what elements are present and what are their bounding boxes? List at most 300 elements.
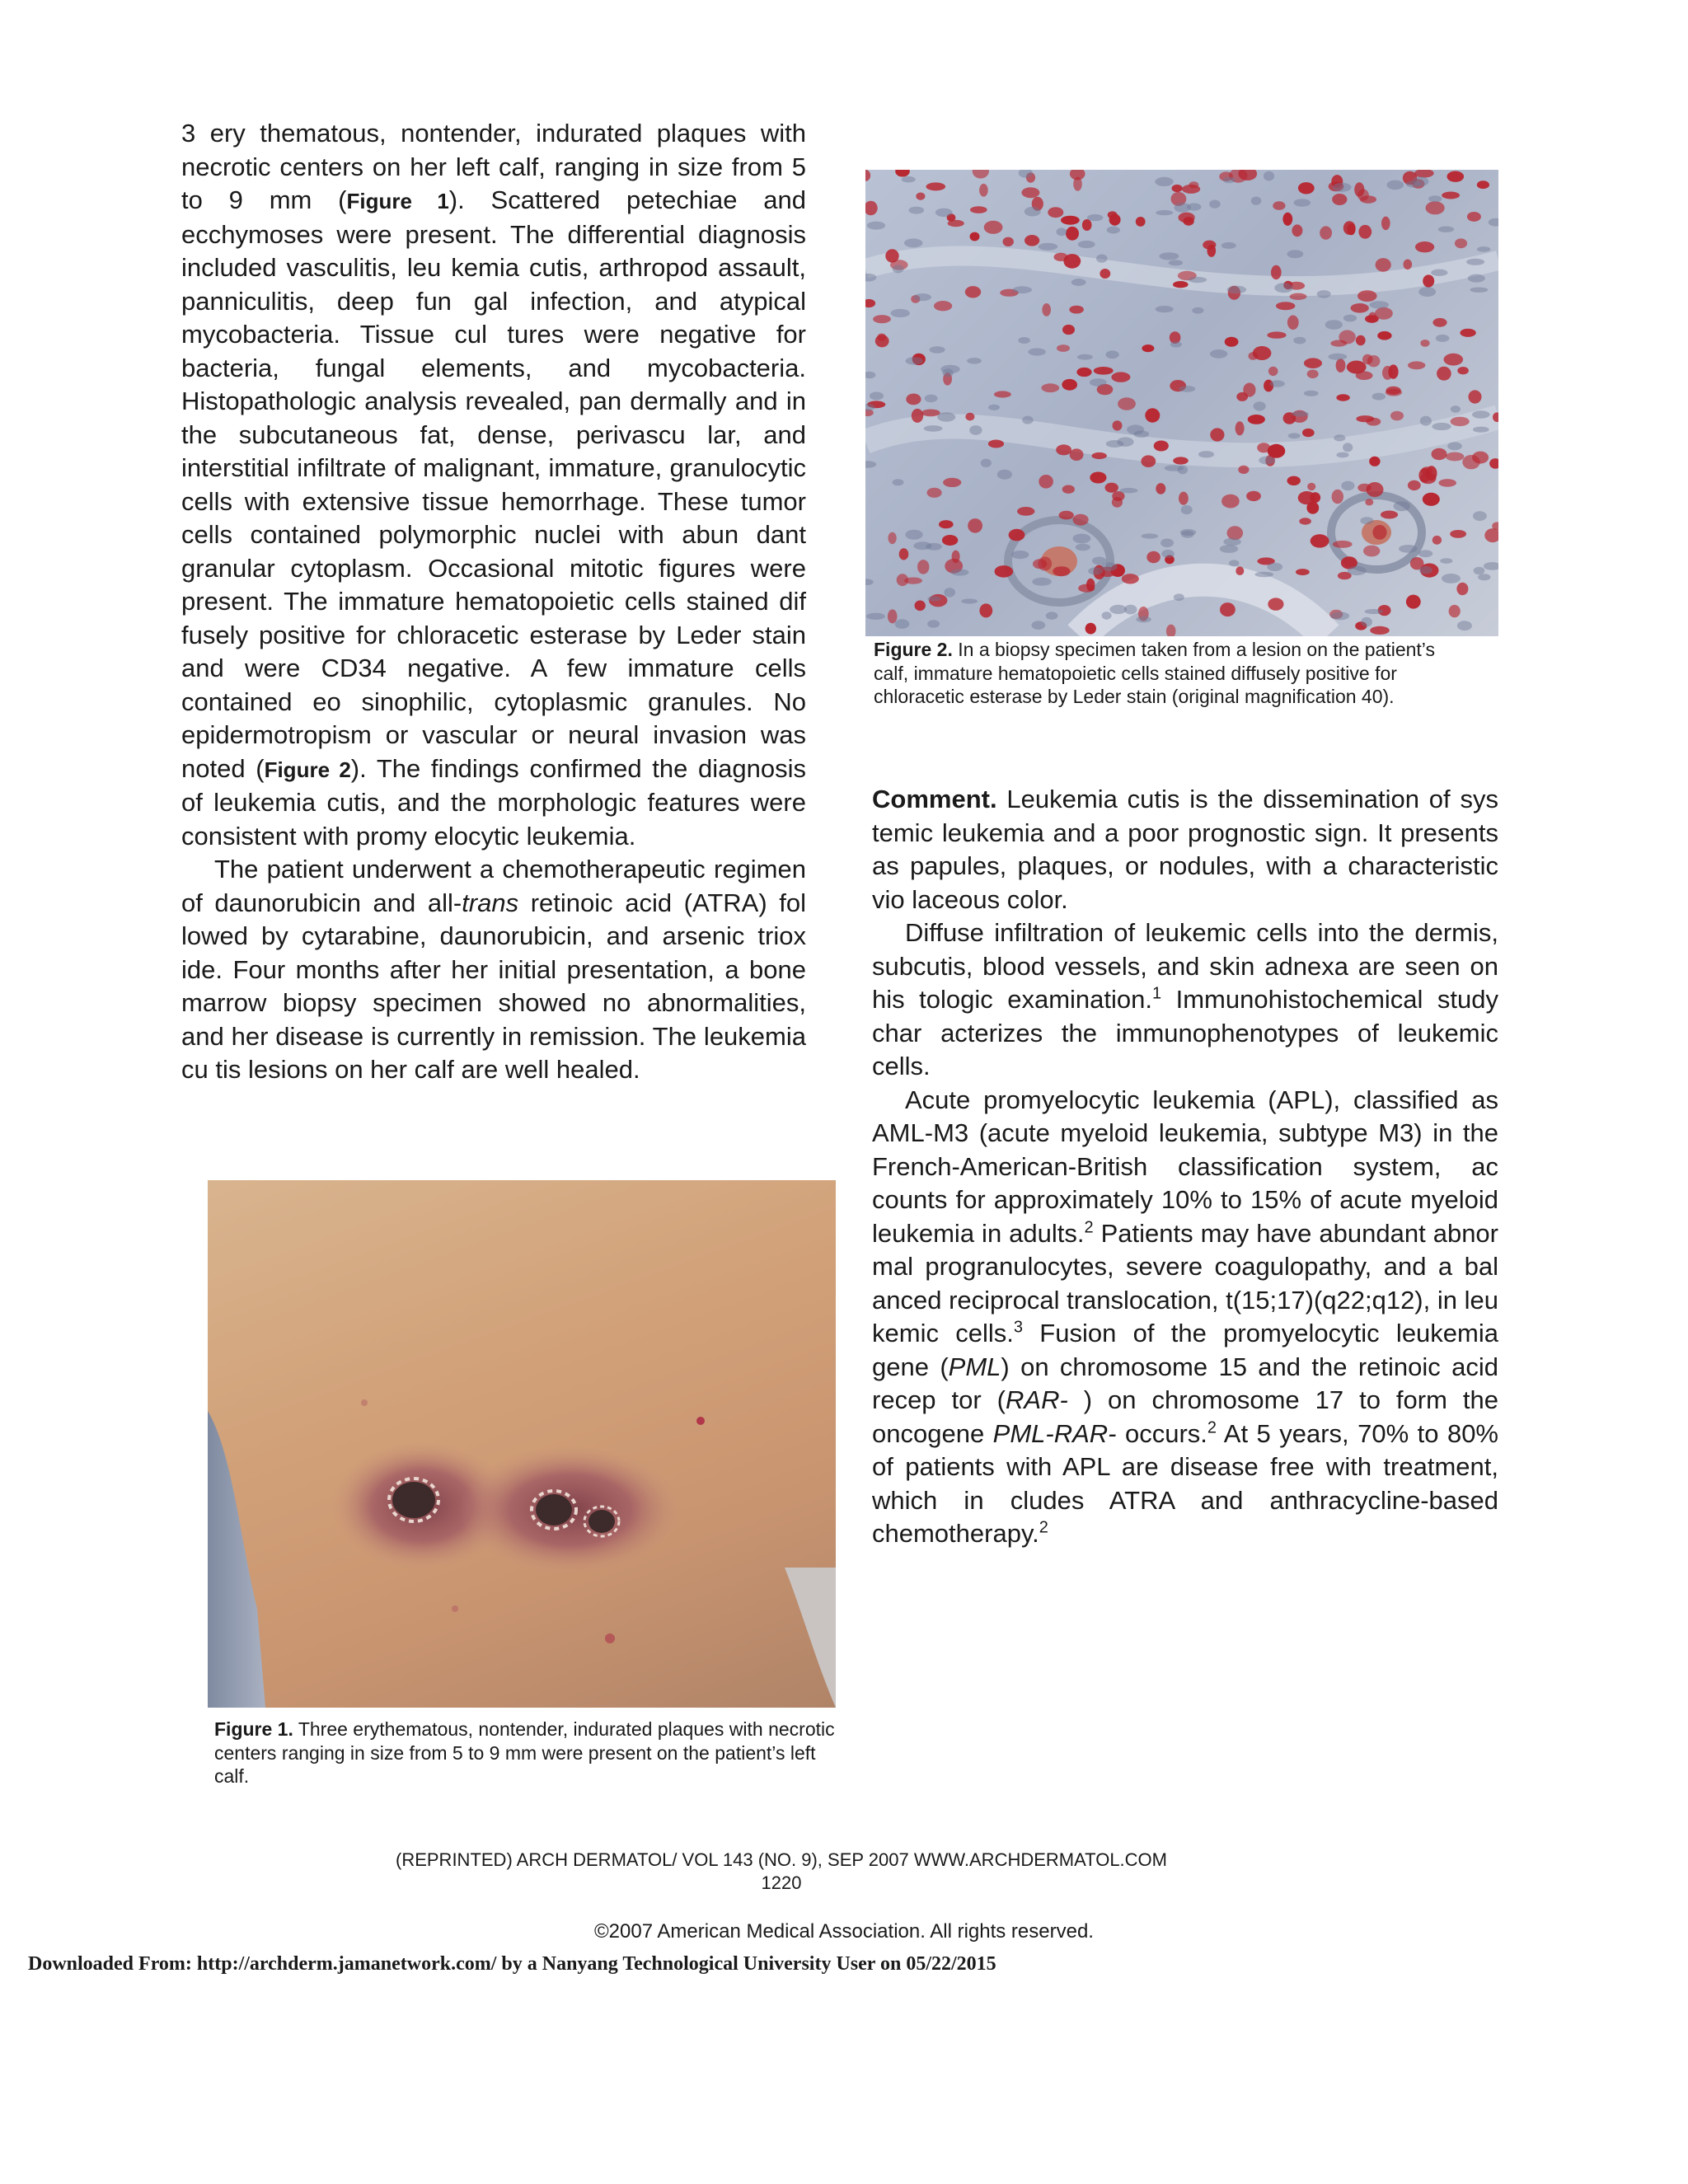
stained-cell [1118, 397, 1136, 410]
nucleus [1223, 538, 1240, 546]
stained-cell [1382, 366, 1393, 380]
nucleus [905, 530, 922, 540]
nucleus [1012, 286, 1032, 293]
stained-cell [1287, 476, 1301, 485]
nucleus [1330, 612, 1349, 620]
nucleus [1329, 354, 1348, 360]
stained-cell [1073, 514, 1089, 526]
figure-1-clinical-photo [208, 1180, 836, 1708]
nucleus [1220, 545, 1239, 553]
stained-cell [1477, 180, 1489, 189]
nucleus [1473, 427, 1489, 433]
stained-cell [865, 170, 870, 181]
stained-cell [1386, 389, 1402, 396]
stained-cell [1154, 441, 1169, 452]
nucleus [1180, 529, 1196, 536]
nucleus [1288, 433, 1301, 438]
stained-cell [915, 601, 926, 612]
stained-cell [1450, 530, 1466, 538]
stained-cell [968, 518, 982, 533]
stained-cell [1447, 171, 1465, 182]
nucleus [1251, 197, 1262, 205]
stained-cell [1183, 217, 1193, 226]
download-notice: Downloaded From: http://archderm.jamanetwork.com/ by a Nanyang Technological University User on 05/22/2015 [28, 1953, 996, 1975]
stained-cell [1377, 331, 1391, 340]
stained-cell [873, 315, 891, 323]
nucleus [1179, 386, 1195, 392]
stained-cell [1339, 330, 1355, 344]
stained-cell [1299, 518, 1311, 524]
nucleus [1090, 378, 1107, 387]
nucleus [1270, 380, 1285, 387]
case-paragraph-2: The patient underwent a chemotherapeutic regimen of daunorubicin and all-trans retinoic acid (ATRA) fol lowed by cytarabine, daunorubicin, and arsenic triox ide. Four months after her initial presentation, a bone marrow biopsy specimen showed no abnormalities, and her disease is currently in remission. The leukemia cu tis lesions on her calf are well healed. [181, 855, 806, 1084]
stained-cell [1404, 260, 1413, 270]
nucleus [1107, 227, 1120, 234]
stained-cell [1136, 217, 1146, 227]
nucleus [1254, 572, 1273, 578]
stained-cell [1438, 479, 1456, 487]
nucleus [942, 368, 953, 377]
nucleus [1489, 218, 1498, 227]
nucleus [1101, 562, 1118, 571]
nucleus [1259, 457, 1275, 465]
stained-cell [1292, 224, 1302, 237]
stained-cell [1357, 484, 1372, 492]
nucleus [935, 209, 953, 218]
nucleus [1478, 574, 1490, 580]
stained-cell [1122, 574, 1139, 583]
stained-cell [1203, 241, 1216, 250]
stained-cell [1460, 329, 1475, 337]
stained-cell [1225, 337, 1239, 347]
nucleus [1187, 203, 1201, 210]
nucleus [1484, 562, 1498, 570]
stained-cell [939, 520, 954, 528]
nucleus [1470, 288, 1489, 293]
nucleus [1198, 451, 1214, 457]
nucleus [1477, 246, 1491, 252]
nucleus [926, 543, 942, 551]
stained-cell [965, 413, 974, 421]
stained-cell [1276, 302, 1295, 310]
citation-ref[interactable]: 1 [1152, 984, 1162, 1003]
figure-1-caption: Figure 1. Three erythematous, nontender, indurated plaques with necrotic centers ranging in size from 5 to 9 mm were present on the patient’s left calf. [214, 1718, 835, 1787]
nucleus [1210, 349, 1227, 359]
stained-cell [1179, 492, 1189, 505]
stained-cell [1076, 368, 1091, 377]
stained-cell [1017, 507, 1034, 516]
stained-cell [1062, 325, 1075, 335]
nucleus [1087, 214, 1103, 221]
stained-cell [1290, 293, 1307, 300]
nucleus [997, 470, 1012, 480]
stained-cell [1238, 466, 1249, 474]
stained-cell [1356, 371, 1373, 380]
nucleus [1293, 337, 1306, 344]
nucleus [1365, 609, 1383, 614]
nucleus [1105, 350, 1118, 359]
comment-heading: Comment. [872, 785, 997, 813]
nucleus [937, 412, 955, 421]
stained-cell [1173, 457, 1189, 464]
figure-2-caption: Figure 2. In a biopsy specimen taken from a lesion on the patient’s calf, immature hematopoietic cells stained diffusely positive for chloracetic esterase by Leder stain (original magnification 40). [874, 639, 1436, 707]
copyright-notice: ©2007 American Medical Association. All rights reserved. [594, 1920, 1094, 1943]
comment-paragraph-3: Acute promyelocytic leukemia (APL), classified as AML-M3 (acute myeloid leukemia, subtype M3) in the French-American-British classification system, ac counts for approximately 10% to 15% of acute myeloid leukemia in adults.$^2$ Patients may have abundant abnor mal progranulocytes, severe coagulopathy, and a bal anced reciprocal translocation, t(15;17)(q22;q12), in leu kemic cells.$^3$ Fusion of the promyelocytic leukemia gene (PML) on chromosome 15 and the retinoic acid recep tor (RAR- ) on chromosome 17 to form the oncogene PML-RAR- occurs.$^2$ At 5 years, 70% to 80% of patients with APL are disease free with treatment, which in cludes ATRA and anthracycline-based chemotherapy.$^2$ [872, 1085, 1498, 1548]
nucleus [1088, 567, 1103, 574]
stained-cell [1351, 303, 1369, 313]
stained-cell [1054, 253, 1068, 261]
nucleus [1343, 443, 1353, 452]
journal-citation [0, 1849, 1563, 1895]
stained-cell [970, 206, 987, 213]
nucleus [1292, 411, 1309, 417]
nucleus [1078, 241, 1095, 248]
stained-cell [1100, 269, 1110, 279]
stained-cell [995, 565, 1014, 578]
stained-cell [1336, 394, 1349, 401]
stained-cell [1365, 499, 1373, 505]
stained-cell [1307, 370, 1319, 379]
stained-cell [1092, 452, 1107, 459]
nucleus [865, 461, 876, 467]
stained-cell [1432, 536, 1442, 545]
nucleus [1360, 517, 1373, 524]
nucleus [1039, 243, 1058, 251]
stained-cell [1273, 201, 1285, 210]
stained-cell [889, 532, 897, 544]
nucleus [1109, 605, 1127, 614]
stained-cell [1356, 335, 1366, 345]
citation-ref[interactable]: 2 [1084, 1218, 1094, 1237]
nucleus [895, 619, 910, 629]
stained-cell [1423, 493, 1440, 506]
stained-cell [1268, 444, 1286, 458]
citation-line: (REPRINTED) ARCH DERMATOL/ VOL 143 (NO. 9), SEP 2007 WWW.ARCHDERMATOL.COM [396, 1849, 1167, 1870]
nucleus [1071, 279, 1086, 286]
nucleus [1267, 563, 1282, 571]
nucleus [1325, 320, 1343, 330]
nucleus [1221, 242, 1236, 249]
stained-cell [1432, 448, 1447, 460]
nucleus [909, 207, 925, 214]
stained-cell [1009, 529, 1025, 541]
stained-cell [1141, 455, 1156, 467]
nucleus [1102, 612, 1112, 620]
stained-cell [1057, 344, 1070, 352]
nucleus [1025, 207, 1041, 217]
stained-cell [1070, 448, 1084, 461]
stained-cell [1296, 569, 1310, 575]
nucleus [1028, 348, 1046, 355]
stained-cell [1456, 583, 1468, 595]
left-column [181, 117, 806, 1087]
stained-cell [1370, 626, 1390, 635]
nucleus [1369, 301, 1389, 308]
nucleus [1432, 423, 1451, 430]
stained-cell [1086, 579, 1095, 591]
stained-cell [1210, 428, 1224, 441]
nucleus [1181, 505, 1193, 514]
nucleus [967, 358, 982, 364]
nucleus [1343, 315, 1357, 322]
nucleus [1189, 277, 1207, 283]
stained-cell [1469, 390, 1482, 403]
nucleus [1436, 335, 1450, 342]
nucleus [1473, 511, 1487, 521]
nucleus [961, 598, 978, 603]
nucleus [1419, 566, 1432, 574]
nucleus [1418, 550, 1432, 557]
stained-cell [1073, 177, 1082, 191]
stained-cell [917, 560, 929, 574]
citation-ref[interactable]: 2 [1207, 1418, 1217, 1437]
figure-2-reference[interactable]: Figure 2 [264, 757, 351, 782]
nucleus [1457, 621, 1472, 630]
figure-2-micrograph [865, 170, 1498, 636]
stained-cell [965, 286, 981, 298]
stained-cell [1442, 192, 1460, 199]
stained-cell [1056, 444, 1071, 455]
nucleus [902, 176, 916, 183]
stained-cell [1408, 480, 1421, 490]
nucleus [988, 405, 1000, 410]
stained-cell [1367, 418, 1381, 426]
stained-cell [1066, 227, 1079, 241]
stained-cell [1142, 344, 1154, 352]
nucleus [1018, 337, 1030, 344]
nucleus [1428, 195, 1442, 202]
nucleus [1387, 180, 1404, 190]
stained-cell [1467, 212, 1481, 222]
stained-cell [875, 335, 889, 347]
stained-cell [1082, 219, 1092, 231]
stained-cell [1041, 383, 1059, 392]
stained-cell [1246, 491, 1261, 501]
nucleus [951, 569, 969, 576]
stained-cell [1025, 235, 1039, 246]
stained-cell [1105, 483, 1118, 493]
stained-cell [1408, 361, 1425, 369]
stained-cell [1423, 274, 1434, 287]
nucleus [1223, 177, 1236, 184]
stained-cell [1372, 525, 1386, 540]
stained-cell [1061, 216, 1080, 225]
stained-cell [1376, 258, 1391, 272]
stained-cell [895, 170, 910, 177]
stained-cell [1304, 358, 1322, 368]
nucleus [1022, 416, 1034, 424]
nucleus [1438, 227, 1455, 232]
nucleus [1336, 452, 1348, 458]
stained-cell [1156, 483, 1165, 494]
stained-cell [1332, 490, 1343, 504]
stained-cell [948, 220, 964, 227]
nucleus [1161, 550, 1175, 558]
stained-cell [1021, 187, 1039, 198]
nucleus [1348, 566, 1367, 575]
stained-cell [1220, 602, 1236, 616]
calf-photo-image [208, 1180, 836, 1708]
nucleus [870, 392, 884, 401]
stained-cell [1248, 415, 1265, 424]
nucleus [904, 238, 923, 247]
nucleus [1170, 341, 1182, 347]
nucleus [1341, 481, 1354, 491]
nucleus [1127, 424, 1144, 434]
nucleus [1440, 558, 1452, 564]
stained-cell [1311, 534, 1329, 547]
stained-cell [888, 609, 898, 623]
stained-cell [1062, 379, 1077, 391]
nucleus [1120, 488, 1138, 494]
nucleus [1096, 255, 1108, 263]
nucleus [866, 613, 885, 620]
stained-cell [1457, 367, 1469, 374]
stained-cell [1069, 306, 1084, 314]
stained-cell [885, 249, 898, 262]
nucleus [1333, 183, 1352, 192]
stained-cell [1302, 429, 1315, 437]
nucleus [1451, 405, 1461, 413]
stained-cell [1333, 541, 1353, 548]
stained-cell [1236, 566, 1244, 575]
stained-cell [1166, 625, 1176, 636]
nucleus [1264, 171, 1274, 181]
stained-cell [865, 299, 875, 307]
case-paragraph-1: 3 ery thematous, nontender, indurated plaques with necrotic centers on her left calf, ranging in size from 5 to 9 mm (Figure 1). Scattered petechiae and ecchymoses were present. The differential diagnosis included vasculitis, leu kemia cutis, arthropod assault, panniculitis, deep fun gal infection, and atypical mycobacteria. Tissue cul tures were negative for bacteria, fungal elements, and mycobacteria. Histopathologic analysis revealed, pan dermally and in the subcutaneous fat, dense, perivascu lar, and interstitial infiltrate of malignant, immature, granulocytic cells with extensive tissue hemorrhage. These tumor cells contained polymorphic nuclei with abun dant granular cytoplasm. Occasional mitotic figures were present. The immature hematopoietic cells stained dif fusely positive for chloracetic esterase by Leder stain and were CD34 negative. A few immature cells contained eo sinophilic, cytoplasmic granules. No epidermotropism or vascular or neural invasion was noted (Figure 2). The findings confirmed the diagnosis of leukemia cutis, and the morphologic features were consistent with promy elocytic leukemia. [181, 119, 806, 851]
stained-cell [1354, 182, 1364, 197]
nucleus [1011, 551, 1029, 559]
nucleus [1136, 616, 1151, 623]
stained-cell [942, 535, 958, 546]
stained-cell [1484, 528, 1498, 542]
stained-cell [1320, 226, 1332, 239]
nucleus [1192, 307, 1203, 314]
stained-cell [1146, 551, 1160, 564]
stained-cell [1406, 595, 1421, 609]
stained-cell [1449, 605, 1461, 617]
nucleus [924, 425, 943, 432]
stained-cell [1332, 194, 1347, 205]
nucleus [893, 479, 904, 485]
stained-cell [1236, 421, 1245, 435]
stained-cell [994, 391, 1011, 397]
stained-cell [1455, 238, 1467, 248]
citation-ref[interactable]: 3 [1013, 1318, 1023, 1337]
nucleus [1474, 567, 1485, 574]
stained-cell [1357, 290, 1377, 302]
stained-cell [1042, 303, 1051, 316]
stained-cell [1336, 359, 1346, 373]
stained-cell [1062, 485, 1075, 494]
stained-cell [906, 394, 921, 405]
nucleus [1304, 391, 1319, 396]
nucleus [1032, 621, 1046, 630]
stained-cell [1249, 352, 1259, 360]
stained-cell [1446, 452, 1464, 462]
nucleus [1394, 501, 1410, 511]
stained-cell [1112, 497, 1123, 508]
stained-cell [1420, 340, 1429, 347]
stained-cell [926, 182, 946, 190]
nucleus [1287, 250, 1304, 258]
nucleus [865, 579, 874, 585]
stained-cell [1053, 566, 1070, 576]
nucleus [1466, 259, 1484, 265]
nucleus [1046, 612, 1058, 620]
stained-cell [904, 578, 922, 584]
stained-cell [1033, 559, 1047, 569]
stained-cell [921, 410, 940, 417]
nucleus [1294, 199, 1311, 206]
stained-cell [865, 201, 878, 216]
nucleus [1442, 574, 1461, 583]
stained-cell [1145, 408, 1160, 422]
nucleus [865, 372, 875, 379]
stained-cell [1268, 367, 1278, 376]
stained-cell [943, 478, 961, 487]
nucleus [891, 309, 910, 317]
stained-cell [1451, 417, 1470, 426]
nucleus [1174, 593, 1184, 601]
stained-cell [988, 440, 1004, 448]
nucleus [1156, 306, 1174, 312]
nucleus [1169, 260, 1183, 265]
stained-cell [1414, 170, 1434, 178]
nucleus [1227, 286, 1247, 293]
nucleus [1142, 533, 1158, 538]
stained-cell [899, 548, 909, 560]
nucleus [1209, 200, 1221, 209]
stained-cell [1111, 372, 1130, 382]
stained-cell [1426, 201, 1445, 214]
nucleus [1077, 354, 1093, 360]
nucleus [1159, 252, 1179, 260]
stained-cell [1489, 458, 1498, 469]
citation-ref[interactable]: 2 [1039, 1518, 1048, 1537]
stained-cell [1390, 411, 1404, 421]
stained-cell [973, 170, 989, 179]
nucleus [969, 425, 982, 435]
nucleus [1334, 434, 1345, 441]
nucleus [930, 346, 945, 354]
nucleus [927, 620, 940, 627]
stained-cell [1358, 225, 1372, 239]
stained-cell [1243, 383, 1255, 397]
nucleus [1156, 210, 1173, 215]
nucleus [1420, 416, 1432, 426]
stained-cell [979, 603, 992, 617]
stained-cell [1113, 420, 1123, 430]
stained-cell [1444, 354, 1464, 366]
stained-cell [979, 184, 988, 197]
stained-cell [970, 232, 980, 241]
stained-cell [1343, 221, 1356, 235]
nucleus [867, 222, 885, 230]
stained-cell [1415, 241, 1434, 252]
nucleus [1399, 545, 1418, 553]
nucleus [1229, 560, 1240, 566]
stained-cell [1039, 475, 1053, 489]
stained-cell [912, 409, 923, 423]
right-column [872, 783, 1498, 1551]
stained-cell [1267, 331, 1286, 338]
nucleus [1056, 227, 1067, 236]
stained-cell [1381, 511, 1398, 519]
nucleus [1317, 290, 1331, 298]
figure-1-reference[interactable]: Figure 1 [346, 189, 449, 213]
stained-cell [1420, 473, 1437, 484]
